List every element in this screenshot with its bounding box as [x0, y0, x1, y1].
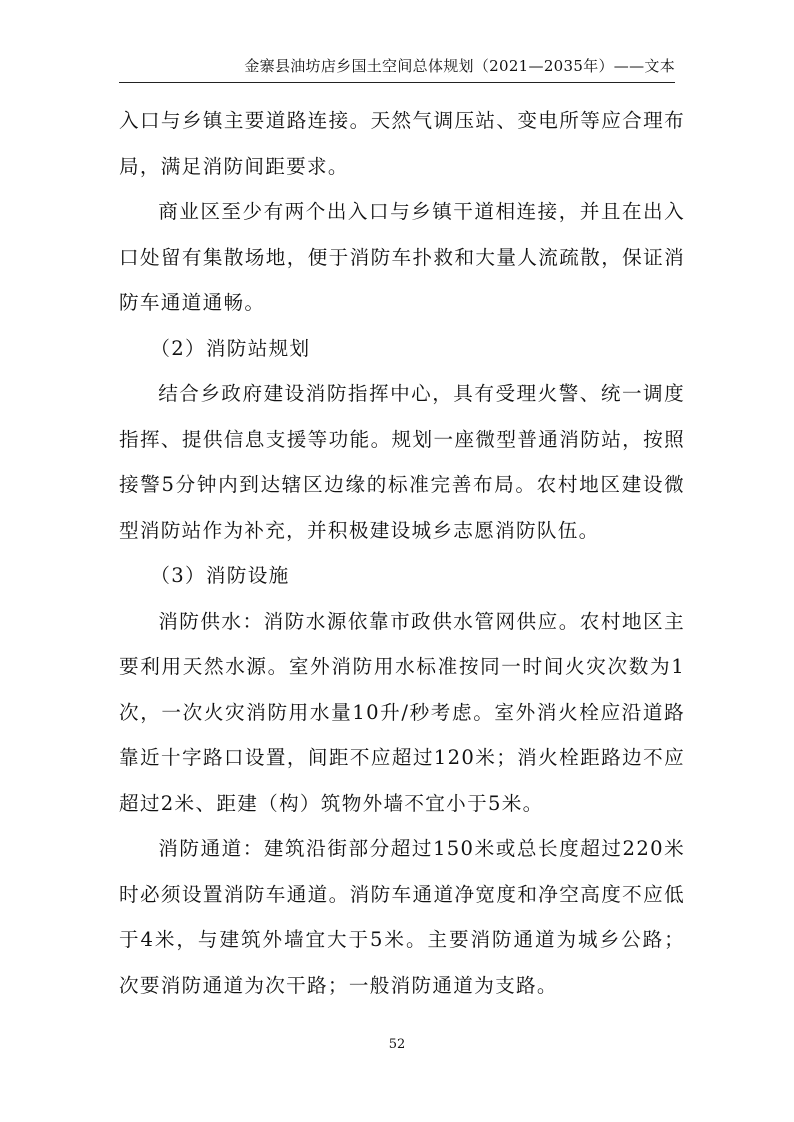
paragraph-commercial-area: 商业区至少有两个出入口与乡镇干道相连接，并且在出入口处留有集散场地，便于消防车扑救和大量人流疏散，保证消防车通道通畅。	[119, 200, 685, 314]
paragraph-continuation: 入口与乡镇主要道路连接。天然气调压站、变电所等应合理布局，满足消防间距要求。	[119, 109, 685, 178]
section-heading-fire-facilities: （3）消防设施	[150, 564, 290, 587]
page-header	[119, 52, 675, 83]
paragraph-fire-station: 结合乡政府建设消防指挥中心，具有受理火警、统一调度指挥、提供信息支援等功能。规划一座微型普通消防站，按照接警5分钟内到达辖区边缘的标准完善布局。农村地区建设微型消防站作为补充，并积极建设城乡志愿消防队伍。	[119, 382, 685, 542]
page-number: 52	[388, 1037, 406, 1052]
page-body	[119, 98, 685, 1008]
section-heading-fire-station: （2）消防站规划	[150, 336, 311, 360]
document-title: 金寨县油坊店乡国土空间总体规划（2021—2035年）——文本	[244, 57, 675, 75]
paragraph-fire-access-roads: 消防通道：建筑沿街部分超过150米或总长度超过220米时必须设置消防车通道。消防车通道净宽度和净空高度不应低于4米，与建筑外墙宜大于5米。主要消防通道为城乡公路；次要消防通道为次干路；一般消防通道为支路。	[119, 837, 685, 997]
paragraph-fire-water-supply: 消防供水：消防水源依靠市政供水管网供应。农村地区主要利用天然水源。室外消防用水标准按同一时间火灾次数为1次，一次火灾消防用水量10升/秒考虑。室外消火栓应沿道路靠近十字路口设置，间距不应超过120米；消火栓距路边不应超过2米、距建（构）筑物外墙不宜小于5米。	[119, 609, 685, 815]
